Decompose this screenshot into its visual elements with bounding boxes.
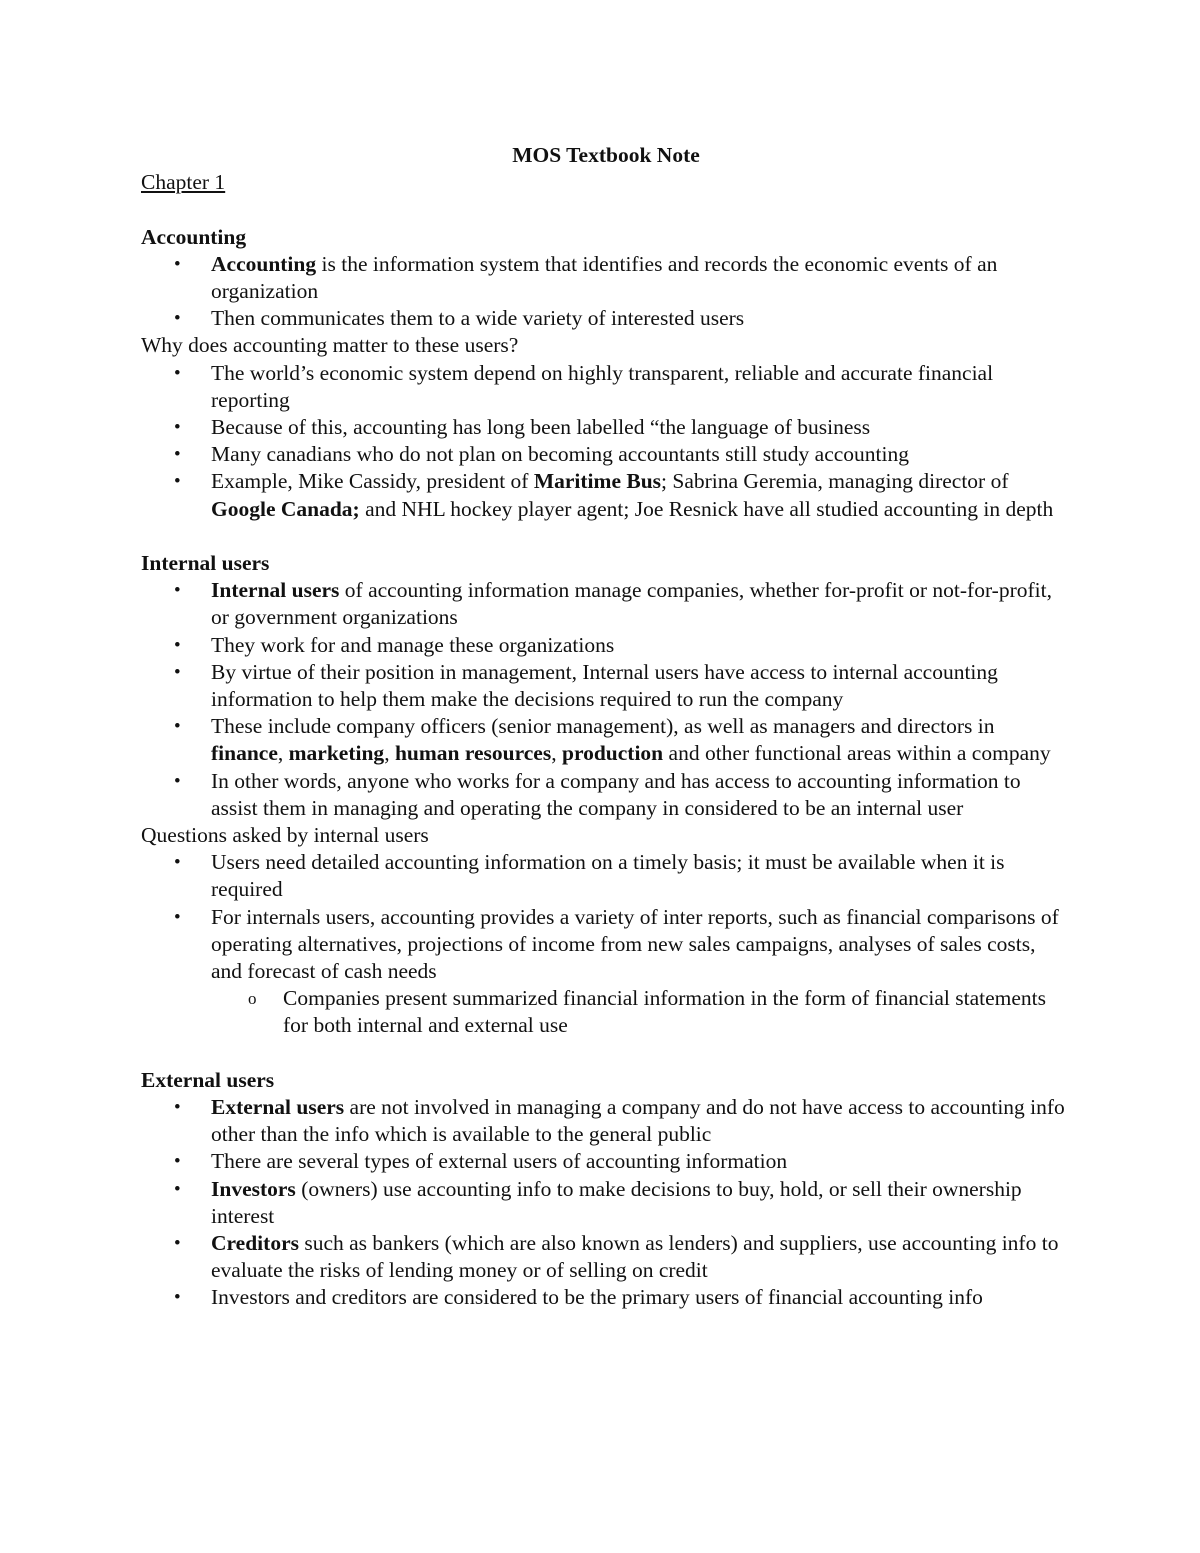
page-title: MOS Textbook Note [512, 143, 700, 167]
item-text: Users need detailed accounting information on a timely basis; it must be available when it is required [211, 850, 1005, 902]
list-item [141, 468, 1071, 522]
item-text: Many canadians who do not plan on becoming accountants still study accounting [211, 442, 910, 467]
item-text: They work for and manage these organizations [211, 632, 615, 657]
item-text: In other words, anyone who works for a company and has access to accounting information to assist them in managing and operating the company in considered to be an internal user [211, 768, 1021, 820]
bullet-icon: • [174, 661, 181, 683]
item-text: Then communicates them to a wide variety of interested users [211, 306, 745, 331]
list-item [141, 441, 1071, 468]
item-text: , [551, 741, 562, 766]
bold-term: Investors [211, 1176, 296, 1201]
internal-users-list [141, 577, 1071, 822]
accounting-list [141, 251, 1071, 333]
bullet-icon: • [174, 906, 181, 928]
bullet-icon: • [174, 852, 181, 874]
bold-term: Google Canada; [211, 496, 360, 521]
item-text: By virtue of their position in management, Internal users have access to internal accounting information to help them make the decisions required to run the company [211, 659, 998, 712]
item-text: such as bankers (which are also known as lenders) and suppliers, use accounting info to evaluate the risks of lending money or of selling on credit [211, 1231, 1059, 1283]
bullet-icon: • [174, 716, 181, 738]
list-item [141, 1094, 1071, 1148]
bullet-icon: • [174, 308, 181, 330]
item-text: There are several types of external users of accounting information [211, 1149, 788, 1174]
item-text: (owners) use accounting info to make decisions to buy, hold, or sell their ownership interest [211, 1176, 1022, 1228]
item-text: For internals users, accounting provides a variety of inter reports, such as financial comparisons of operating alternatives, projections of income from new sales campaigns, analyses of sales costs, and forecast of cash needs [211, 904, 1059, 984]
bold-term: production [561, 741, 664, 766]
item-text: These include company officers (senior management), as well as managers and directors in [211, 714, 995, 739]
item-text: , [277, 741, 289, 766]
questions-list [141, 849, 1071, 1039]
questions-line: Questions asked by internal users [141, 823, 429, 848]
bold-term: human resources [394, 741, 552, 766]
list-item [141, 659, 1071, 713]
item-text: Example, Mike Cassidy, president of [211, 469, 534, 494]
bullet-icon: • [174, 471, 181, 493]
bold-term: Creditors [211, 1231, 299, 1256]
item-text: and NHL hockey player agent; Joe Resnick have all studied accounting in depth [359, 496, 1054, 521]
item-text: Because of this, accounting has long been labelled “the language of business [211, 415, 871, 440]
item-text: Investors and creditors are considered to be the primary users of financial accounting info [211, 1285, 983, 1310]
list-item [141, 251, 1071, 305]
list-item [141, 849, 1071, 903]
section-heading-external-users: External users [141, 1067, 275, 1092]
bullet-icon: • [174, 634, 181, 656]
bold-term: External users [211, 1095, 345, 1120]
bullet-icon: • [174, 1178, 181, 1200]
list-item [141, 632, 1071, 659]
bold-term: finance [211, 741, 278, 766]
sub-list [211, 985, 1071, 1039]
why-line: Why does accounting matter to these users? [141, 333, 519, 358]
item-text: is the information system that identifies and records the economic events of an organization [211, 251, 998, 303]
why-list [141, 360, 1071, 523]
list-item [141, 305, 1071, 332]
bullet-icon: • [174, 1151, 181, 1173]
bullet-icon: • [174, 362, 181, 384]
section-heading-accounting: Accounting [141, 224, 247, 249]
list-item [141, 1284, 1071, 1311]
bold-term: Maritime Bus [533, 469, 662, 494]
bullet-icon: • [174, 770, 181, 792]
item-text: are not involved in managing a company and do not have access to accounting info other than the info which is available to the general public [211, 1095, 1065, 1147]
item-text: The world’s economic system depend on highly transparent, reliable and accurate financial reporting [211, 360, 994, 412]
bold-term: marketing [288, 741, 385, 766]
spacer [141, 196, 1071, 223]
bold-term: Internal users [211, 578, 340, 603]
bullet-icon: • [174, 1287, 181, 1309]
sub-list-item [141, 985, 1071, 1039]
list-item [141, 577, 1071, 631]
list-item [141, 768, 1071, 822]
bold-term: Accounting [211, 251, 317, 276]
bullet-icon: • [174, 1097, 181, 1119]
list-item [141, 713, 1071, 767]
list-item [141, 1230, 1071, 1284]
external-users-list [141, 1094, 1071, 1312]
circle-bullet-icon: o [248, 989, 257, 1009]
item-text: , [384, 741, 395, 766]
list-item [141, 1176, 1071, 1230]
spacer [141, 1040, 1071, 1067]
section-heading-internal-users: Internal users [141, 551, 270, 576]
bullet-icon: • [174, 1233, 181, 1255]
document-body [141, 142, 1071, 1312]
item-text: Companies present summarized financial information in the form of financial statements for both internal and external use [283, 986, 1047, 1038]
bullet-icon: • [174, 580, 181, 602]
spacer [141, 523, 1071, 550]
list-item [141, 904, 1071, 1040]
item-text: and other functional areas within a company [663, 741, 1051, 766]
item-text: of accounting information manage companies, whether for-profit or not-for-profit, or government organizations [211, 578, 1052, 630]
chapter-heading: Chapter 1 [141, 170, 226, 195]
list-item [141, 1148, 1071, 1175]
item-text: ; Sabrina Geremia, managing director of [661, 469, 1009, 494]
list-item [141, 414, 1071, 441]
bullet-icon: • [174, 253, 181, 275]
list-item [141, 360, 1071, 414]
bullet-icon: • [174, 444, 181, 466]
bullet-icon: • [174, 417, 181, 439]
